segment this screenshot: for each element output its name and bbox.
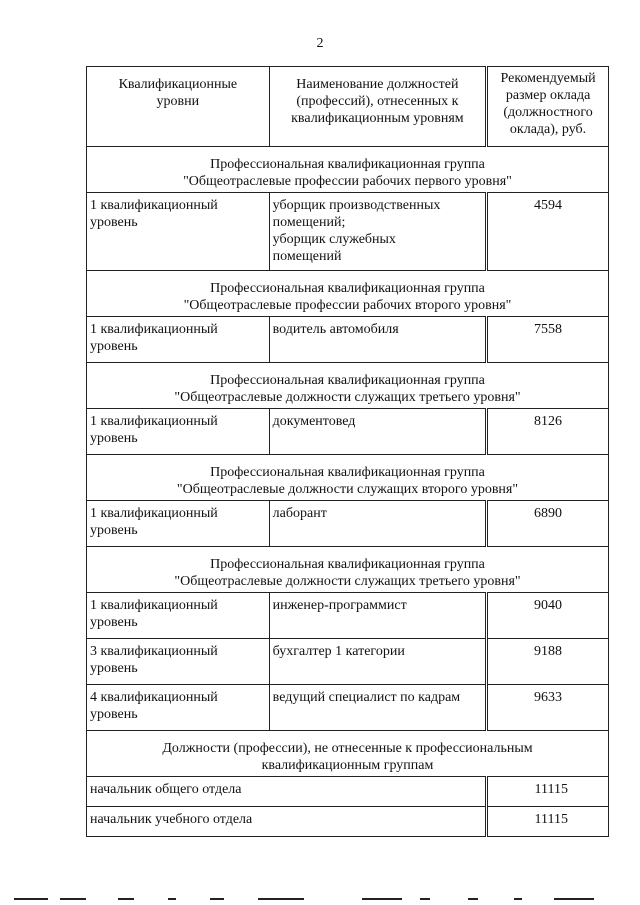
salary-cell: 9188 bbox=[487, 639, 609, 685]
scan-mark bbox=[60, 898, 86, 900]
position-line: бухгалтер 1 категории bbox=[272, 644, 405, 659]
header-text-line: (профессий), отнесенных к bbox=[296, 94, 459, 109]
position-cell bbox=[269, 317, 486, 363]
position-cell: начальник учебного отдела bbox=[87, 807, 487, 837]
salary-cell: 11115 bbox=[487, 777, 609, 807]
level-line: 1 квалификационный bbox=[90, 506, 218, 521]
position-line: документовед bbox=[272, 414, 356, 429]
position-line: помещений; bbox=[272, 215, 346, 230]
level-line: уровень bbox=[90, 707, 138, 722]
position-line: водитель автомобиля bbox=[272, 322, 399, 337]
position-cell bbox=[269, 409, 486, 455]
group-title-row bbox=[87, 147, 609, 193]
qualification-level-cell bbox=[87, 193, 270, 271]
group-title-line: Должности (профессии), не отнесенные к профессиональным bbox=[162, 741, 533, 756]
level-line: уровень bbox=[90, 523, 138, 538]
group-title-line: Профессиональная квалификационная группа bbox=[210, 557, 485, 572]
group-title bbox=[87, 147, 609, 193]
group-title-line: "Общеотраслевые профессии рабочих второго уровня" bbox=[183, 298, 512, 313]
position-cell: начальник общего отдела bbox=[87, 777, 487, 807]
group-title bbox=[87, 547, 609, 593]
table-row bbox=[87, 193, 609, 271]
group-title-line: "Общеотраслевые должности служащих третьего уровня" bbox=[174, 390, 521, 405]
level-line: уровень bbox=[90, 339, 138, 354]
scan-mark bbox=[554, 898, 594, 900]
level-line: 1 квалификационный bbox=[90, 598, 218, 613]
group-title bbox=[87, 271, 609, 317]
position-cell bbox=[269, 193, 486, 271]
scan-mark bbox=[420, 898, 430, 900]
position-cell bbox=[269, 501, 486, 547]
group-title-line: Профессиональная квалификационная группа bbox=[210, 465, 485, 480]
group-title-row bbox=[87, 731, 609, 777]
table-row bbox=[87, 593, 609, 639]
position-line: ведущий специалист по кадрам bbox=[272, 690, 461, 705]
position-line: помещений bbox=[272, 249, 342, 264]
qualification-level-cell bbox=[87, 501, 270, 547]
position-cell bbox=[269, 685, 486, 731]
position-line: инженер-программист bbox=[272, 598, 407, 613]
salary-cell: 11115 bbox=[487, 807, 609, 837]
level-line: 4 квалификационный bbox=[90, 690, 218, 705]
level-line: уровень bbox=[90, 215, 138, 230]
qualification-level-cell bbox=[87, 317, 270, 363]
level-line: 1 квалификационный bbox=[90, 198, 218, 213]
header-text-line: квалификационным уровням bbox=[291, 111, 464, 126]
salary-cell: 6890 bbox=[487, 501, 609, 547]
scan-mark bbox=[468, 898, 478, 900]
header-text-line: Квалификационные bbox=[118, 77, 238, 92]
salary-cell: 8126 bbox=[487, 409, 609, 455]
position-line: уборщик производственных bbox=[272, 198, 441, 213]
qualification-level-cell bbox=[87, 593, 270, 639]
salary-table bbox=[86, 66, 609, 837]
group-title-line: Профессиональная квалификационная группа bbox=[210, 373, 485, 388]
position-line: лаборант bbox=[272, 506, 327, 521]
table-row bbox=[87, 409, 609, 455]
group-title-line: Профессиональная квалификационная группа bbox=[210, 281, 485, 296]
table-row bbox=[87, 685, 609, 731]
salary-cell: 4594 bbox=[487, 193, 609, 271]
group-title-line: "Общеотраслевые профессии рабочих первого уровня" bbox=[183, 174, 512, 189]
level-line: 1 квалификационный bbox=[90, 322, 218, 337]
salary-cell: 7558 bbox=[487, 317, 609, 363]
scan-mark bbox=[210, 898, 224, 900]
table-row bbox=[87, 501, 609, 547]
level-line: 3 квалификационный bbox=[90, 644, 218, 659]
table-row bbox=[87, 317, 609, 363]
table-row bbox=[87, 807, 609, 837]
table-header-row bbox=[87, 67, 609, 147]
table-row bbox=[87, 639, 609, 685]
level-line: 1 квалификационный bbox=[90, 414, 218, 429]
header-position-names bbox=[269, 67, 486, 147]
group-title-line: "Общеотраслевые должности служащих третьего уровня" bbox=[174, 574, 521, 589]
scan-mark bbox=[258, 898, 304, 900]
header-text-line: Рекомендуемый bbox=[500, 71, 596, 86]
group-title-row bbox=[87, 363, 609, 409]
table-row bbox=[87, 777, 609, 807]
group-title-row bbox=[87, 547, 609, 593]
header-text-line: оклада), руб. bbox=[509, 122, 587, 137]
scan-mark bbox=[14, 898, 48, 900]
group-title bbox=[87, 731, 609, 777]
group-title-row bbox=[87, 271, 609, 317]
salary-cell: 9040 bbox=[487, 593, 609, 639]
scan-mark bbox=[362, 898, 402, 900]
qualification-level-cell bbox=[87, 639, 270, 685]
group-title-line: Профессиональная квалификационная группа bbox=[210, 157, 485, 172]
qualification-level-cell bbox=[87, 685, 270, 731]
level-line: уровень bbox=[90, 615, 138, 630]
group-title bbox=[87, 363, 609, 409]
header-text-line: размер оклада bbox=[505, 88, 591, 103]
scan-bottom-marks bbox=[0, 898, 640, 901]
position-cell bbox=[269, 593, 486, 639]
header-recommended-salary bbox=[487, 67, 609, 147]
salary-cell: 9633 bbox=[487, 685, 609, 731]
header-text-line: Наименование должностей bbox=[296, 77, 459, 92]
header-qualification-levels bbox=[87, 67, 270, 147]
level-line: уровень bbox=[90, 431, 138, 446]
scan-mark bbox=[514, 898, 522, 900]
qualification-level-cell bbox=[87, 409, 270, 455]
group-title bbox=[87, 455, 609, 501]
group-title-line: "Общеотраслевые должности служащих второго уровня" bbox=[176, 482, 519, 497]
position-line: уборщик служебных bbox=[272, 232, 396, 247]
page-number: 2 bbox=[316, 36, 324, 51]
group-title-row bbox=[87, 455, 609, 501]
position-cell bbox=[269, 639, 486, 685]
scan-mark bbox=[168, 898, 176, 900]
group-title-line: квалификационным группам bbox=[261, 758, 434, 773]
header-text-line: уровни bbox=[156, 94, 200, 109]
header-text-line: (должностного bbox=[503, 105, 593, 120]
scan-mark bbox=[118, 898, 134, 900]
level-line: уровень bbox=[90, 661, 138, 676]
